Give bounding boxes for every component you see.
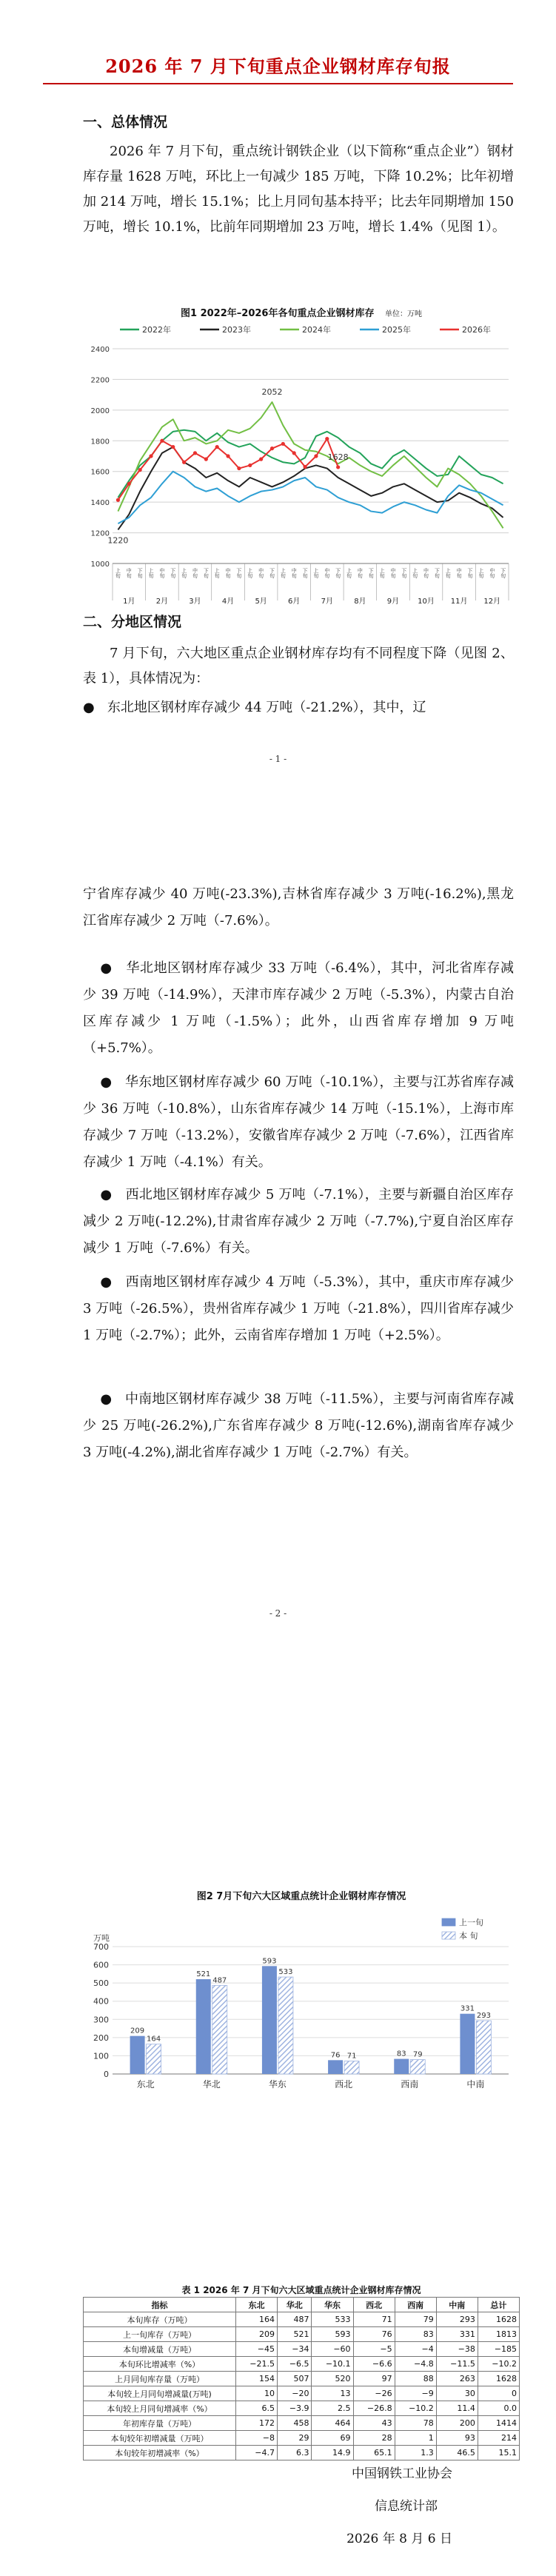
x-tick-label: 西北 xyxy=(335,2079,353,2090)
bar xyxy=(460,2014,475,2074)
month-label: 7月 xyxy=(321,598,333,606)
table-cell: 11.4 xyxy=(436,2401,478,2416)
page-number-1: - 1 - xyxy=(269,754,287,764)
bullet-text: 华北地区钢材库存减少 33 万吨（-6.4%），其中，河北省库存减少 39 万吨（-14.9%），天津市库存减少 2 万吨（-5.3%），内蒙古自治区库存减少 1 万吨（-1.5%）；此外，山西省库存增加 9 万吨（+5.7%）。 xyxy=(83,960,514,1056)
y-tick-label: 700 xyxy=(93,1942,109,1952)
legend-swatch xyxy=(442,1932,455,1939)
series-point xyxy=(193,451,197,455)
table-cell: 458 xyxy=(278,2416,312,2431)
data-label: 76 xyxy=(330,2051,341,2060)
table-row-label: 上一旬库存（万吨） xyxy=(84,2327,236,2342)
chart1-title xyxy=(83,305,520,319)
table-cell: −4 xyxy=(395,2342,436,2357)
y-tick-label: 1800 xyxy=(90,438,110,446)
data-label: 164 xyxy=(147,2035,161,2044)
series-point xyxy=(160,439,164,443)
table-row xyxy=(84,2446,520,2460)
y-tick-label: 0 xyxy=(104,2070,109,2079)
table-cell: 214 xyxy=(478,2431,519,2446)
table-row xyxy=(84,2386,520,2401)
table-cell: 331 xyxy=(436,2327,478,2342)
series-point xyxy=(314,454,318,458)
table-cell: 1 xyxy=(395,2431,436,2446)
table-row xyxy=(84,2357,520,2372)
bullet-dot: ● xyxy=(100,1074,113,1090)
month-label: 2月 xyxy=(155,598,169,606)
table-cell: 79 xyxy=(395,2312,436,2327)
series-point xyxy=(127,482,131,486)
data-label: 331 xyxy=(460,2004,475,2013)
x-tick-label: 下旬 xyxy=(302,568,309,578)
table-row xyxy=(84,2416,520,2431)
table-cell: −60 xyxy=(312,2342,353,2357)
bullet-text: 西南地区钢材库存减少 4 万吨（-5.3%），其中，重庆市库存减少 3 万吨（-26.5%），贵州省库存减少 1 万吨（-21.8%），四川省库存减少 1 万吨（-2.7%）；此外，云南省库存增加 1 万吨（+2.5%）。 xyxy=(83,1274,514,1343)
table-cell: 65.1 xyxy=(353,2446,395,2460)
month-label: 10月 xyxy=(418,598,435,606)
table-row-label: 上月同旬库存量（万吨） xyxy=(84,2372,236,2386)
table-row xyxy=(84,2342,520,2357)
legend-swatch xyxy=(442,1918,455,1926)
data-label: 293 xyxy=(476,2012,491,2021)
month-label: 8月 xyxy=(354,598,366,606)
table-row-label: 本旬较年初增减率（%） xyxy=(84,2446,236,2460)
table-cell: 200 xyxy=(436,2416,478,2431)
x-tick-label: 西南 xyxy=(401,2079,419,2090)
bullet-northeast-part2: 宁省库存减少 40 万吨(-23.3%),吉林省库存减少 3 万吨(-16.2%),黑龙江省库存减少 2 万吨（-7.6%）。 xyxy=(83,886,514,929)
bullet-northeast-part1 xyxy=(83,695,514,721)
y-tick-label: 200 xyxy=(93,2033,109,2043)
series-point xyxy=(336,465,340,469)
series-point xyxy=(226,454,230,458)
table-row-label: 本旬较上月同旬增减量(万吨) xyxy=(84,2386,236,2401)
data-label: 533 xyxy=(278,1968,293,1977)
table-header-row xyxy=(84,2298,520,2312)
legend-label: 2023年 xyxy=(222,325,251,335)
table-row-label: 本旬较年初增减量（万吨） xyxy=(84,2431,236,2446)
table-cell: −26 xyxy=(353,2386,395,2401)
table-cell: 154 xyxy=(235,2372,277,2386)
table-cell: 97 xyxy=(353,2372,395,2386)
x-tick-label: 上旬 xyxy=(412,568,418,578)
series-line xyxy=(118,447,503,530)
table-header-cell: 西南 xyxy=(395,2298,436,2312)
chart1 xyxy=(83,305,520,611)
x-tick-label: 下旬 xyxy=(500,568,506,578)
series-point xyxy=(149,454,153,458)
x-tick-label: 上旬 xyxy=(148,568,155,578)
table-row xyxy=(84,2401,520,2416)
table-cell: 29 xyxy=(278,2431,312,2446)
chart1-unit: 单位：万吨 xyxy=(384,310,422,318)
y-tick-label: 400 xyxy=(93,1996,109,2007)
y-tick-label: 2200 xyxy=(90,376,110,385)
x-tick-label: 下旬 xyxy=(269,568,275,578)
table-row xyxy=(84,2372,520,2386)
legend-label: 2025年 xyxy=(382,325,411,335)
table1-title: 表 1 2026 年 7 月下旬六大区域重点统计企业钢材库存情况 xyxy=(181,2285,421,2295)
table-cell: 1414 xyxy=(478,2416,519,2431)
table-cell: −11.5 xyxy=(436,2357,478,2372)
x-tick-label: 中旬 xyxy=(324,568,330,578)
bullet-dot: ● xyxy=(100,1274,113,1290)
series-point xyxy=(303,465,307,469)
table-cell: 30 xyxy=(436,2386,478,2401)
table-row xyxy=(84,2431,520,2446)
x-tick-label: 上旬 xyxy=(379,568,386,578)
legend-label: 2026年 xyxy=(462,325,491,335)
chart2-plot xyxy=(83,1902,520,2124)
x-tick-label: 中旬 xyxy=(423,568,429,578)
data-label: 593 xyxy=(262,1957,277,1966)
x-tick-label: 下旬 xyxy=(137,568,144,578)
table-cell: 293 xyxy=(436,2312,478,2327)
data-label: 487 xyxy=(212,1976,227,1985)
series-point xyxy=(281,442,285,446)
table-row-label: 年初库存量（万吨） xyxy=(84,2416,236,2431)
x-tick-label: 中旬 xyxy=(291,568,298,578)
table-cell: −4.7 xyxy=(235,2446,277,2460)
table-cell: 69 xyxy=(312,2431,353,2446)
table-cell: 209 xyxy=(235,2327,277,2342)
table-cell: −6.5 xyxy=(278,2357,312,2372)
table-cell: −21.5 xyxy=(235,2357,277,2372)
x-tick-label: 下旬 xyxy=(235,568,242,578)
y-tick-label: 1200 xyxy=(90,529,110,538)
x-tick-label: 中旬 xyxy=(357,568,364,578)
y-axis-unit: 万吨 xyxy=(93,1933,110,1943)
table-cell: 0 xyxy=(478,2386,519,2401)
y-tick-label: 2000 xyxy=(90,407,110,415)
table-cell: 507 xyxy=(278,2372,312,2386)
data-label: 79 xyxy=(412,2050,423,2059)
table-cell: 2.5 xyxy=(312,2401,353,2416)
x-tick-label: 中旬 xyxy=(158,568,165,578)
x-tick-label: 下旬 xyxy=(401,568,407,578)
chart1-legend xyxy=(120,324,491,335)
table-header-cell: 西北 xyxy=(353,2298,395,2312)
bar xyxy=(344,2061,359,2074)
x-tick-label: 中旬 xyxy=(489,568,495,578)
bar xyxy=(278,1977,293,2074)
y-tick-label: 300 xyxy=(93,2015,109,2025)
table-row-label: 本旬环比增减率（%） xyxy=(84,2357,236,2372)
table-cell: 14.9 xyxy=(312,2446,353,2460)
x-tick-label: 中旬 xyxy=(456,568,463,578)
bullet-southwest xyxy=(83,1269,514,1349)
series-point xyxy=(292,451,296,455)
bullet-dot: ● xyxy=(100,1391,113,1407)
bullet-east xyxy=(83,1069,514,1176)
x-tick-label: 上旬 xyxy=(346,568,352,578)
bullet-southcentral xyxy=(83,1386,514,1466)
table-cell: −38 xyxy=(436,2342,478,2357)
data-label: 2052 xyxy=(261,387,283,398)
table-cell: −26.8 xyxy=(353,2401,395,2416)
month-label: 6月 xyxy=(288,598,301,606)
table-cell: −3.9 xyxy=(278,2401,312,2416)
table-cell: 6.5 xyxy=(235,2401,277,2416)
x-tick-label: 东北 xyxy=(136,2079,155,2090)
x-tick-label: 上旬 xyxy=(214,568,221,578)
table-row xyxy=(84,2327,520,2342)
table-cell: 76 xyxy=(353,2327,395,2342)
bar xyxy=(196,1979,211,2074)
legend-label: 上一旬 xyxy=(459,1918,483,1927)
y-tick-label: 1400 xyxy=(90,499,110,508)
series-point xyxy=(270,446,274,450)
x-tick-label: 上旬 xyxy=(478,568,484,578)
table-row-label: 本旬增减量（万吨） xyxy=(84,2342,236,2357)
x-tick-label: 中旬 xyxy=(258,568,264,578)
x-tick-label: 华东 xyxy=(268,2079,287,2090)
series-point xyxy=(204,458,208,461)
section2-heading: 二、分地区情况 xyxy=(83,614,182,630)
section1-paragraph: 2026 年 7 月下旬，重点统计钢铁企业（以下简称“重点企业”）钢材库存量 1628 万吨，环比上一旬减少 185 万吨，下降 10.2%；比年初增加 214 万吨，增长 15.1%；比上月同旬基本持平；比去年同期增加 150 万吨，增长 10.1%，比前年同期增加 23 万吨，增长 1.4%（见图 1）。 xyxy=(83,144,514,235)
table-cell: −8 xyxy=(235,2431,277,2446)
table-row-label: 本旬库存（万吨） xyxy=(84,2312,236,2327)
data-label: 209 xyxy=(130,2027,145,2035)
table-cell: 10 xyxy=(235,2386,277,2401)
bullet-text: 中南地区钢材库存减少 38 万吨（-11.5%），主要与河南省库存减少 25 万吨(-26.2%),广东省库存减少 8 万吨(-12.6%),湖南省库存减少 3 万吨(-4.2%),湖北省库存减少 1 万吨（-2.7%）有关。 xyxy=(83,1391,515,1460)
table-cell: 15.1 xyxy=(478,2446,519,2460)
table-cell: −5 xyxy=(353,2342,395,2357)
bullet-text: 西北地区钢材库存减少 5 万吨（-7.1%），主要与新疆自治区库存减少 2 万吨(-12.2%),甘肃省库存减少 2 万吨（-7.7%),宁夏自治区库存减少 1 万吨（-7.6%）有关。 xyxy=(83,1187,514,1256)
table-cell: 521 xyxy=(278,2327,312,2342)
x-tick-label: 中旬 xyxy=(225,568,232,578)
series-point xyxy=(171,445,175,449)
signature-date: 2026 年 8 月 6 日 xyxy=(346,2532,452,2546)
data-label: 1628 xyxy=(327,452,349,462)
month-label: 12月 xyxy=(483,598,501,606)
table-row-label: 本旬较上月同旬增减率（%） xyxy=(84,2401,236,2416)
table-cell: 1813 xyxy=(478,2327,519,2342)
signature-dept: 信息统计部 xyxy=(375,2499,438,2514)
bullet-north xyxy=(83,955,514,1062)
table-cell: −185 xyxy=(478,2342,519,2357)
x-tick-label: 华北 xyxy=(202,2079,221,2090)
month-label: 11月 xyxy=(450,598,468,606)
x-tick-label: 上旬 xyxy=(181,568,187,578)
chart1-title-text: 图1 2022年–2026年各旬重点企业钢材库存 xyxy=(181,308,375,319)
table-header-cell: 总计 xyxy=(478,2298,519,2312)
x-tick-label: 中旬 xyxy=(192,568,198,578)
table-cell: −9 xyxy=(395,2386,436,2401)
x-tick-label: 上旬 xyxy=(115,568,121,578)
bar xyxy=(130,2036,145,2074)
x-tick-label: 中旬 xyxy=(126,568,133,578)
table-cell: 1628 xyxy=(478,2312,519,2327)
y-tick-label: 100 xyxy=(93,2051,109,2061)
table-cell: 520 xyxy=(312,2372,353,2386)
table-cell: 593 xyxy=(312,2327,353,2342)
bar xyxy=(328,2060,343,2074)
page-title: 2026 年 7 月下旬重点企业钢材库存旬报 xyxy=(105,56,451,77)
series-point xyxy=(215,445,219,449)
y-tick-label: 600 xyxy=(93,1960,109,1970)
table-header-cell: 华东 xyxy=(312,2298,353,2312)
series-line xyxy=(118,430,503,498)
series-point xyxy=(259,458,263,461)
bar xyxy=(476,2021,491,2074)
y-tick-label: 1600 xyxy=(90,468,110,477)
x-tick-label: 上旬 xyxy=(445,568,452,578)
y-tick-label: 500 xyxy=(93,1978,109,1989)
series-point xyxy=(116,498,120,502)
chart2 xyxy=(83,1888,520,2127)
legend-label: 2022年 xyxy=(142,325,171,335)
section1-heading: 一、总体情况 xyxy=(83,114,168,130)
series-line xyxy=(118,439,338,501)
table-cell: 164 xyxy=(235,2312,277,2327)
table-cell: −20 xyxy=(278,2386,312,2401)
bar xyxy=(394,2059,409,2074)
bar xyxy=(147,2044,161,2074)
table-cell: 46.5 xyxy=(436,2446,478,2460)
table-cell: −10.2 xyxy=(395,2401,436,2416)
table-cell: 43 xyxy=(353,2416,395,2431)
table-cell: 533 xyxy=(312,2312,353,2327)
table-cell: 0.0 xyxy=(478,2401,519,2416)
table-cell: 172 xyxy=(235,2416,277,2431)
x-tick-label: 上旬 xyxy=(247,568,253,578)
series-point xyxy=(182,461,186,464)
data-label: 83 xyxy=(396,2050,406,2058)
table-cell: 28 xyxy=(353,2431,395,2446)
table-cell: 83 xyxy=(395,2327,436,2342)
table-cell: 13 xyxy=(312,2386,353,2401)
month-label: 4月 xyxy=(221,598,235,606)
section2-intro: 7 月下旬，六大地区重点企业钢材库存均有不同程度下降（见图 2、表 1），具体情况为： xyxy=(83,646,514,686)
table-header-cell: 东北 xyxy=(235,2298,277,2312)
table-cell: −10.1 xyxy=(312,2357,353,2372)
legend-label: 本 旬 xyxy=(459,1931,478,1941)
title-rule xyxy=(43,83,513,84)
table-cell: 464 xyxy=(312,2416,353,2431)
bar xyxy=(410,2060,425,2074)
chart1-plot xyxy=(83,319,520,608)
chart2-legend xyxy=(442,1917,483,1941)
month-label: 3月 xyxy=(189,598,201,606)
bar xyxy=(262,1966,277,2074)
table-cell: 78 xyxy=(395,2416,436,2431)
x-tick-label: 中旬 xyxy=(389,568,396,578)
table-cell: −6.6 xyxy=(353,2357,395,2372)
legend-label: 2024年 xyxy=(302,325,331,335)
bullet-dot: ● xyxy=(83,700,95,715)
table1 xyxy=(83,2297,520,2460)
page-number-2: - 2 - xyxy=(269,1608,287,1619)
bullet-text: 东北地区钢材库存减少 44 万吨（-21.2%），其中，辽 xyxy=(107,700,426,715)
series-point xyxy=(237,466,241,470)
table-cell: −4.8 xyxy=(395,2357,436,2372)
chart2-title: 图2 7月下旬六大区域重点统计企业钢材库存情况 xyxy=(196,1891,406,1902)
table-cell: 71 xyxy=(353,2312,395,2327)
bullet-northwest xyxy=(83,1182,514,1262)
x-tick-label: 下旬 xyxy=(203,568,210,578)
table-cell: −10.2 xyxy=(478,2357,519,2372)
table-cell: 263 xyxy=(436,2372,478,2386)
month-label: 9月 xyxy=(386,598,400,606)
series-line xyxy=(118,472,503,523)
table-cell: 6.3 xyxy=(278,2446,312,2460)
series-point xyxy=(325,437,329,441)
y-tick-label: 1000 xyxy=(90,561,110,569)
bullet-dot: ● xyxy=(100,1187,113,1202)
table-cell: 93 xyxy=(436,2431,478,2446)
table-cell: 88 xyxy=(395,2372,436,2386)
table-header-cell: 中南 xyxy=(436,2298,478,2312)
month-label: 5月 xyxy=(255,598,267,606)
bullet-text: 华东地区钢材库存减少 60 万吨（-10.1%），主要与江苏省库存减少 36 万吨（-10.8%），山东省库存减少 14 万吨（-15.1%），上海市库存减少 7 万吨（-13.2%），安徽省库存减少 2 万吨（-7.6%），江西省库存减少 1 万吨（-4.1%）有关。 xyxy=(83,1074,515,1170)
data-label: 71 xyxy=(346,2052,357,2061)
table-row xyxy=(84,2312,520,2327)
table-cell: −34 xyxy=(278,2342,312,2357)
x-tick-label: 上旬 xyxy=(280,568,287,578)
x-tick-label: 下旬 xyxy=(466,568,473,578)
series-point xyxy=(248,464,252,467)
x-tick-label: 下旬 xyxy=(368,568,375,578)
table-header-cell: 华北 xyxy=(278,2298,312,2312)
x-tick-label: 上旬 xyxy=(312,568,319,578)
series-point xyxy=(138,468,142,472)
table-cell: 1628 xyxy=(478,2372,519,2386)
signature-org: 中国钢铁工业协会 xyxy=(352,2466,452,2481)
table-cell: −45 xyxy=(235,2342,277,2357)
bullet-dot: ● xyxy=(100,960,113,976)
month-label: 1月 xyxy=(123,598,135,606)
x-tick-label: 下旬 xyxy=(434,568,441,578)
data-label: 1220 xyxy=(107,535,129,546)
y-tick-label: 2400 xyxy=(90,346,110,354)
series-line xyxy=(118,402,503,528)
x-tick-label: 下旬 xyxy=(335,568,341,578)
x-tick-label: 中南 xyxy=(466,2079,485,2090)
data-label: 521 xyxy=(196,1970,211,1978)
table-cell: 487 xyxy=(278,2312,312,2327)
x-tick-label: 下旬 xyxy=(170,568,176,578)
table-header-indicator: 指标 xyxy=(84,2298,236,2312)
table-cell: 1.3 xyxy=(395,2446,436,2460)
bar xyxy=(212,1985,227,2074)
